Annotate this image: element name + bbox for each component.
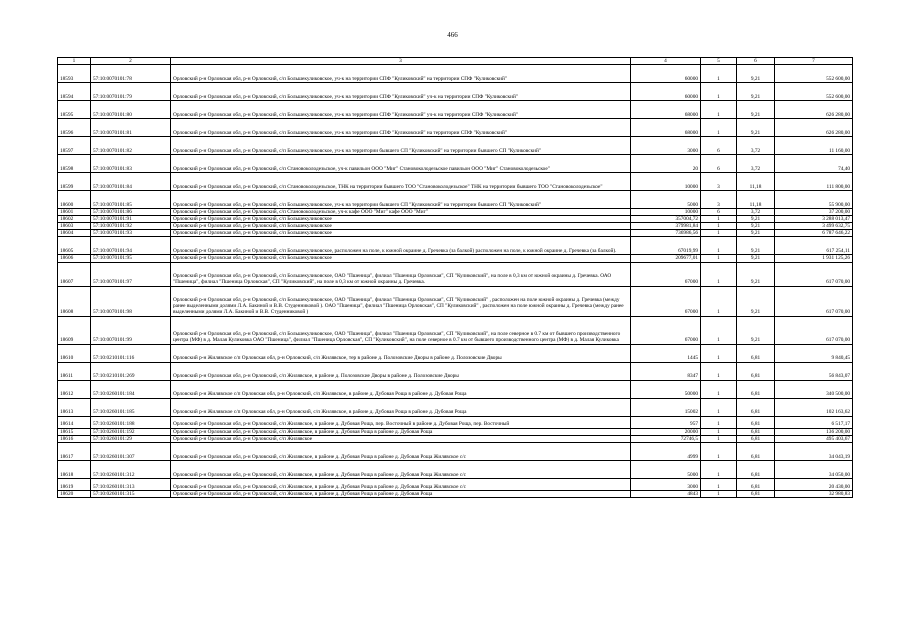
area-cell: 4999 [631,442,701,460]
quantity-cell: 1 [701,65,737,83]
table-row [58,316,853,344]
column-number-row [58,58,853,65]
cadastral-number-cell: 57:10:0260101:184 [91,380,171,398]
row-number-cell: 18594 [58,83,91,101]
cadastral-value-cell: 3 499 632,75 [775,223,853,230]
area-cell: 5000 [631,191,701,209]
table-row [58,223,853,230]
rate-cell: 3,72 [737,137,775,155]
rate-cell: 9,21 [737,316,775,344]
table-row [58,416,853,428]
area-cell: 357004,72 [631,216,701,223]
cadastral-number-cell: 57:10:0070101:95 [91,255,171,262]
quantity-cell: 1 [701,428,737,435]
cadastral-number-cell: 57:10:0210101:269 [91,362,171,380]
rate-cell: 6,81 [737,380,775,398]
area-cell: 67000 [631,286,701,316]
row-number-cell: 18600 [58,191,91,209]
row-number-cell: 18608 [58,286,91,316]
row-number-cell: 18606 [58,255,91,262]
row-number-cell: 18611 [58,362,91,380]
address-cell: Орловский р-н Орловская обл, р-н Орловский, с/п Большекуликовское, уч-к на территории СПФ "Куликовский" на территории СПФ "Куликовский" [171,119,631,137]
column-header: 7 [775,58,853,65]
cadastral-value-cell: 34 043,19 [775,442,853,460]
cadastral-number-cell: 57:10:0210101:116 [91,344,171,362]
cadastral-value-cell: 3 288 013,47 [775,216,853,223]
area-cell: 379981,84 [631,223,701,230]
area-cell: 67019,99 [631,237,701,255]
rate-cell: 9,21 [737,230,775,237]
rate-cell: 6,81 [737,478,775,490]
address-cell: Орловский р-н Орловская обл, р-н Орловский, с/п Большекуликовское, расположен на поле, к южной окраине д. Гречевка (за балкой) расположен на поле, к южной окраине д. Гречевка (за балкой). [171,237,631,255]
table-row [58,191,853,209]
rate-cell: 11,18 [737,173,775,191]
cadastral-value-cell: 11 160,00 [775,137,853,155]
address-cell: Орловский р-н Орловская обл, р-н Орловский, с/п Большекуликовское [171,255,631,262]
rate-cell: 6,81 [737,398,775,416]
row-number-cell: 18610 [58,344,91,362]
cadastral-value-cell: 617 070,00 [775,316,853,344]
cadastral-number-cell: 57:10:0070101:83 [91,155,171,173]
column-header: 4 [631,58,701,65]
cadastral-value-cell: 495 403,67 [775,435,853,442]
area-cell: 1445 [631,344,701,362]
table-row [58,230,853,237]
area-cell: 10000 [631,173,701,191]
area-cell: 67000 [631,262,701,286]
row-number-cell: 18620 [58,490,91,497]
rate-cell: 6,81 [737,428,775,435]
row-number-cell: 18613 [58,398,91,416]
address-cell: Орловский р-н Орловская обл, р-н Орловский, с/п Жилявское, в районе д. Дубовая Роща, пер. Восточный в районе д. Дубовая Роща, пер. Восточный [171,416,631,428]
area-cell: 10000 [631,209,701,216]
area-cell: 209677,01 [631,255,701,262]
cadastral-value-cell: 617 254,11 [775,237,853,255]
table-row [58,435,853,442]
table-row [58,286,853,316]
area-cell: 20 [631,155,701,173]
address-cell: Орловский р-н Орловская обл, р-н Орловский, с/п Большекуликовское [171,216,631,223]
quantity-cell: 1 [701,230,737,237]
cadastral-number-cell: 57:10:0070101:81 [91,119,171,137]
address-cell: Орловский р-н Орловская обл, р-н Орловский, с/п Большекуликовское, уч-к на территории СПФ "Куликовский" уч-к на территории СПФ "Куликовский" [171,83,631,101]
cadastral-value-cell: 20 430,00 [775,478,853,490]
row-number-cell: 18612 [58,380,91,398]
table-row [58,237,853,255]
cadastral-value-cell: 9 840,45 [775,344,853,362]
row-number-cell: 18609 [58,316,91,344]
address-cell: Орловский р-н Орловская обл, р-н Орловский, с/п Жилявское [171,435,631,442]
address-cell: Орловский р-н Орловская обл, р-н Орловский, с/п Большекуликовское [171,230,631,237]
address-cell: Орловский р-н Орловская обл, р-н Орловский, с/п Большекуликовское, ОАО "Пшеница", филиал "Пшеница Орловская", СП "Куликовский" , расположен на поле южной окраины д. Гречевка (между ранее выделенными долями Л.А. Бакиной и В.В. Студенниковой ). ОАО "Пшеница", филиал "Пшеница Орловская", СП "Куликовский" , расположен на поле южной окраины д. Гречевка (между ранее выделенными долями Л.А. Бакиной и В.В. Студенниковой ) [171,286,631,316]
rate-cell: 6,81 [737,435,775,442]
cadastral-number-cell: 57:10:0260101:313 [91,478,171,490]
cadastral-value-cell: 74,40 [775,155,853,173]
cadastral-number-cell: 57:10:0070101:85 [91,191,171,209]
rate-cell: 9,21 [737,119,775,137]
quantity-cell: 1 [701,262,737,286]
address-cell: Орловский р-н Жилявское с/п Орловская обл, р-н Орловский, с/п Жилявское, в районе д. Дубовая Роща в районе д. Дубовая Роща [171,380,631,398]
quantity-cell: 1 [701,286,737,316]
row-number-cell: 18617 [58,442,91,460]
address-cell: Орловский р-н Орловская обл, р-н Орловский, с/п Жилявское, в районе д. Дубовая Роща в районе д. Дубовая Роща Жилявское с/с [171,478,631,490]
row-number-cell: 18599 [58,173,91,191]
cadastral-value-cell: 340 500,00 [775,380,853,398]
cadastral-value-cell: 136 200,00 [775,428,853,435]
rate-cell: 6,81 [737,416,775,428]
table-row [58,216,853,223]
cadastral-number-cell: 57:10:0070101:79 [91,83,171,101]
column-header: 1 [58,58,91,65]
table-row [58,155,853,173]
area-cell: 3000 [631,478,701,490]
table-row [58,460,853,478]
column-header: 2 [91,58,171,65]
cadastral-value-cell: 6 517,17 [775,416,853,428]
table-row [58,173,853,191]
address-cell: Орловский р-н Орловская обл, р-н Орловский, с/п Жилявское, в районе д. Полозовские Дворы в районе д. Полозовские Дворы [171,362,631,380]
table-row [58,83,853,101]
cadastral-value-cell: 32 980,83 [775,490,853,497]
quantity-cell: 6 [701,209,737,216]
table-row [58,428,853,435]
area-cell: 72746,5 [631,435,701,442]
address-cell: Орловский р-н Орловская обл, р-н Орловский, с/п Становоколодезьское, уч-к павильон ООО "Миг" Становоколодезьское павильон ООО "Миг" Становоколодезьское" [171,155,631,173]
rate-cell: 6,81 [737,362,775,380]
address-cell: Орловский р-н Орловская обл, р-н Орловский, с/п Большекуликовское, уч-к на территории СПФ "Куликовский" уч-к на территории СПФ "Куликовский" [171,101,631,119]
row-number-cell: 18618 [58,460,91,478]
rate-cell: 9,21 [737,101,775,119]
cadastral-number-cell: 57:10:0260101:188 [91,416,171,428]
quantity-cell: 1 [701,119,737,137]
area-cell: 50000 [631,380,701,398]
address-cell: Орловский р-н Орловская обл, р-н Орловский, с/п Жилявское, в районе д. Дубовая Роща в районе д. Дубовая Роща Жилявское с/с [171,460,631,478]
cadastral-number-cell: 57:10:0070101:84 [91,173,171,191]
cadastral-value-cell: 617 070,00 [775,262,853,286]
quantity-cell: 1 [701,435,737,442]
area-cell: 4843 [631,490,701,497]
row-number-cell: 18603 [58,223,91,230]
quantity-cell: 1 [701,416,737,428]
cadastral-number-cell: 57:10:0070101:82 [91,137,171,155]
cadastral-value-cell: 552 600,00 [775,83,853,101]
quantity-cell: 1 [701,101,737,119]
rate-cell: 6,81 [737,460,775,478]
quantity-cell: 1 [701,316,737,344]
rate-cell: 3,72 [737,155,775,173]
area-cell: 60000 [631,83,701,101]
row-number-cell: 18614 [58,416,91,428]
area-cell: 957 [631,416,701,428]
cadastral-number-cell: 57:10:0070101:97 [91,262,171,286]
quantity-cell: 1 [701,223,737,230]
rate-cell: 9,21 [737,262,775,286]
rate-cell: 11,18 [737,191,775,209]
cadastral-value-cell: 552 600,00 [775,65,853,83]
cadastral-number-cell: 57:10:0070101:80 [91,101,171,119]
address-cell: Орловский р-н Орловская обл, р-н Орловский, с/п Становоколодезьское, уч-к кафе ООО "Миг" кафе ООО "Миг" [171,209,631,216]
cadastral-number-cell: 57:10:0070101:92 [91,223,171,230]
quantity-cell: 1 [701,344,737,362]
table-row [58,362,853,380]
cadastral-number-cell: 57:10:0260101:307 [91,442,171,460]
table-row [58,398,853,416]
rate-cell: 6,81 [737,490,775,497]
cadastral-value-cell: 111 800,00 [775,173,853,191]
table-row [58,101,853,119]
table-row [58,209,853,216]
land-register-table [57,57,853,498]
rate-cell: 9,21 [737,83,775,101]
cadastral-number-cell: 57:10:0260101:185 [91,398,171,416]
column-header: 6 [737,58,775,65]
cadastral-number-cell: 57:10:0070101:94 [91,237,171,255]
rate-cell: 9,21 [737,286,775,316]
column-header: 3 [171,58,631,65]
cadastral-value-cell: 37 200,00 [775,209,853,216]
row-number-cell: 18619 [58,478,91,490]
table-row [58,255,853,262]
row-number-cell: 18593 [58,65,91,83]
cadastral-number-cell: 57:10:0070101:86 [91,209,171,216]
address-cell: Орловский р-н Орловская обл, р-н Орловский, с/п Большекуликовское, уч-к на территории СПФ "Куликовский" на территории СПФ "Куликовский" [171,65,631,83]
address-cell: Орловский р-н Орловская обл, р-н Орловский, с/п Большекуликовское, ОАО "Пшеница", филиал "Пшеница Орловская", СП "Куликовский", на поле северное в 0.7 км от бывшего производственного центра (МФ) в д. Малая Куликовка ОАО "Пшеница", филиал "Пшеница Орловская", СП "Куликовский", на поле северное в 0.7 км от бывшего производственного центра (МФ) в д. Малая Куликовка [171,316,631,344]
page-number: 466 [447,31,458,39]
area-cell: 5000 [631,460,701,478]
address-cell: Орловский р-н Орловская обл, р-н Орловский, с/п Жилявское, в районе д. Дубовая Роща в районе д. Дубовая Роща [171,428,631,435]
address-cell: Орловский р-н Орловская обл, р-н Орловский, с/п Большекуликовское, уч-к на территории бывшего СП "Куликовский" на территории бывшего СП "Куликовский" [171,191,631,209]
table-row [58,344,853,362]
row-number-cell: 18597 [58,137,91,155]
table-row [58,490,853,497]
cadastral-value-cell: 1 931 125,26 [775,255,853,262]
area-cell: 15002 [631,398,701,416]
cadastral-value-cell: 34 050,00 [775,460,853,478]
table-row [58,65,853,83]
rate-cell: 9,21 [737,65,775,83]
row-number-cell: 18601 [58,209,91,216]
address-cell: Орловский р-н Орловская обл, р-н Орловский, с/п Жилявское, в районе д. Дубовая Роща в районе д. Дубовая Роща [171,490,631,497]
address-cell: Орловский р-н Жилявское с/п Орловская обл, р-н Орловский, с/п Жилявское, тер в районе д. Полозовские Дворы в районе д. Полозовские Дворы [171,344,631,362]
row-number-cell: 18607 [58,262,91,286]
address-cell: Орловский р-н Орловская обл, р-н Орловский, с/п Большекуликовское [171,223,631,230]
cadastral-number-cell: 57:10:0260101:29 [91,435,171,442]
quantity-cell: 1 [701,460,737,478]
area-cell: 67000 [631,316,701,344]
cadastral-value-cell: 56 843,07 [775,362,853,380]
quantity-cell: 1 [701,216,737,223]
row-number-cell: 18616 [58,435,91,442]
row-number-cell: 18595 [58,101,91,119]
table-row [58,442,853,460]
rate-cell: 3,72 [737,209,775,216]
cadastral-value-cell: 102 163,62 [775,398,853,416]
quantity-cell: 1 [701,83,737,101]
address-cell: Орловский р-н Орловская обл, р-н Орловский, с/п Жилявское, в районе д. Дубовая Роща в районе д. Дубовая Роща Жилявское с/с [171,442,631,460]
row-number-cell: 18604 [58,230,91,237]
cadastral-value-cell: 626 280,00 [775,119,853,137]
rate-cell: 9,21 [737,237,775,255]
quantity-cell: 3 [701,191,737,209]
area-cell: 60000 [631,65,701,83]
area-cell: 20000 [631,428,701,435]
row-number-cell: 18615 [58,428,91,435]
cadastral-value-cell: 626 280,00 [775,101,853,119]
table-row [58,119,853,137]
row-number-cell: 18598 [58,155,91,173]
table-row [58,137,853,155]
cadastral-number-cell: 57:10:0070101:93 [91,230,171,237]
quantity-cell: 1 [701,490,737,497]
address-cell: Орловский р-н Жилявское с/п Орловская обл, р-н Орловский, с/п Жилявское, в районе д. Дубовая Роща в районе д. Дубовая Роща [171,398,631,416]
quantity-cell: 1 [701,398,737,416]
rate-cell: 9,21 [737,223,775,230]
address-cell: Орловский р-н Орловская обл, р-н Орловский, с/п Большекуликовское, ОАО "Пшеница", филиал "Пшеница Орловская", СП "Куликовский", на поле в 0,3 км от южной окраины д. Гречевка. ОАО "Пшеница", филиал "Пшеница Орловская", СП "Куликовский", на поле в 0,3 км от южной окраины д. Гречевка. [171,262,631,286]
row-number-cell: 18605 [58,237,91,255]
quantity-cell: 1 [701,237,737,255]
rate-cell: 9,21 [737,255,775,262]
table-row [58,380,853,398]
cadastral-number-cell: 57:10:0260101:315 [91,490,171,497]
cadastral-number-cell: 57:10:0070101:78 [91,65,171,83]
cadastral-number-cell: 57:10:0260101:312 [91,460,171,478]
quantity-cell: 3 [701,173,737,191]
area-cell: 68000 [631,101,701,119]
table-row [58,478,853,490]
cadastral-value-cell: 55 900,00 [775,191,853,209]
quantity-cell: 6 [701,155,737,173]
rate-cell: 6,81 [737,442,775,460]
area-cell: 3000 [631,137,701,155]
address-cell: Орловский р-н Орловская обл, р-н Орловский, с/п Становоколодезьское, ТНК на территории бывшего ТОО "Становоколодезьское" ТНК на территории бывшего ТОО "Становоколодезьское" [171,173,631,191]
area-cell: 736986,56 [631,230,701,237]
rate-cell: 6,81 [737,344,775,362]
area-cell: 68000 [631,119,701,137]
area-cell: 8347 [631,362,701,380]
quantity-cell: 1 [701,442,737,460]
rate-cell: 9,21 [737,216,775,223]
quantity-cell: 1 [701,478,737,490]
cadastral-number-cell: 57:10:0070101:91 [91,216,171,223]
cadastral-number-cell: 57:10:0070101:98 [91,286,171,316]
cadastral-number-cell: 57:10:0260101:192 [91,428,171,435]
cadastral-number-cell: 57:10:0070101:99 [91,316,171,344]
quantity-cell: 1 [701,380,737,398]
quantity-cell: 1 [701,255,737,262]
quantity-cell: 1 [701,362,737,380]
cadastral-value-cell: 6 787 646,22 [775,230,853,237]
cadastral-value-cell: 617 070,00 [775,286,853,316]
row-number-cell: 18596 [58,119,91,137]
column-header: 5 [701,58,737,65]
quantity-cell: 6 [701,137,737,155]
table-row [58,262,853,286]
address-cell: Орловский р-н Орловская обл, р-н Орловский, с/п Большекуликовское, уч-к на территории бывшего СП "Куликовский" на территории бывшего СП "Куликовский" [171,137,631,155]
row-number-cell: 18602 [58,216,91,223]
